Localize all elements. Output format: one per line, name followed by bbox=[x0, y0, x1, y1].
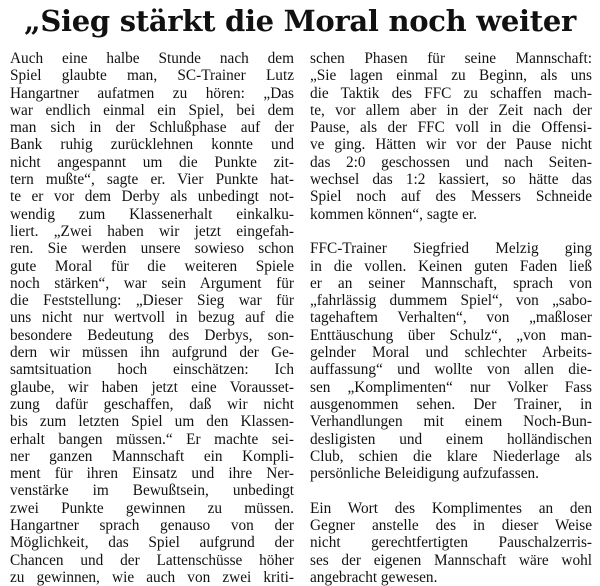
text-line: Enttäuschung über Schulz“, „von man- bbox=[310, 326, 592, 344]
text-line: wendig zum Klassenerhalt einkalku- bbox=[10, 205, 294, 223]
text-line: in die vollen. Keinen guten Faden ließ bbox=[310, 257, 592, 275]
text-line: schen Phasen für seine Mannschaft: bbox=[310, 50, 592, 67]
text-line: desligisten und einem holländischen bbox=[310, 430, 592, 448]
text-line: ment für ihren Einsatz und ihre Ner- bbox=[10, 465, 294, 483]
text-line: noch stärken“, war sein Argument für bbox=[10, 274, 294, 292]
text-line: besondere Bedeutung des Derbys, son- bbox=[10, 326, 294, 344]
text-line: kommen können“, sagte er. bbox=[310, 205, 477, 223]
article-headline: „Sieg stärkt die Moral noch weiter bbox=[24, 4, 576, 38]
text-line: Gegner anstelle des in dieser Weise bbox=[310, 517, 592, 535]
text-line: Club, schien die klare Niederlage als bbox=[310, 447, 592, 465]
text-line: Auch eine halbe Stunde nach dem bbox=[10, 50, 294, 67]
text-line: uns nicht nur wertvoll in bezug auf die bbox=[10, 309, 294, 327]
text-line: te, vor allem aber in der Zeit nach der bbox=[310, 101, 592, 119]
text-line: samtsituation hoch einschätzen: Ich bbox=[10, 361, 294, 379]
text-line: persönliche Beleidigung aufzufassen. bbox=[310, 465, 539, 483]
text-line: ausgenommen sehen. Der Trainer, in bbox=[310, 395, 592, 413]
text-line: ner ganzen Mannschaft ein Kompli- bbox=[10, 447, 294, 465]
text-line: venstärke im Bewußtsein, unbedingt bbox=[10, 482, 294, 500]
text-line: zung dafür geschaffen, daß wir nicht bbox=[10, 395, 294, 413]
text-line: tern mußte“, sagte er. Vier Punkte hat- bbox=[10, 171, 294, 189]
text-line: Verhandlungen mit einem Noch-Bun- bbox=[310, 413, 592, 431]
text-line: zwei Punkte gewinnen zu müssen. bbox=[10, 499, 294, 517]
text-line: Bank ruhig zurücklehnen konnte und bbox=[10, 136, 294, 154]
text-line: nicht gerechtfertigten Pauschalzerris- bbox=[310, 534, 592, 552]
text-line: erhalt bangen müssen.“ Er machte sei- bbox=[10, 430, 294, 448]
text-line: FFC-Trainer Siegfried Melzig ging bbox=[310, 240, 592, 258]
article-column-right bbox=[310, 50, 592, 586]
text-line: Spiel noch auf des Messers Schneide bbox=[310, 188, 592, 206]
text-line: die Taktik des FFC zu schaffen mach- bbox=[310, 84, 592, 102]
text-line: ve ging. Hätten wir vor der Pause nicht bbox=[310, 136, 592, 154]
text-line: nicht angespannt um die Punkte zit- bbox=[10, 153, 294, 171]
text-line: zu gewinnen, wie auch von zwei kriti- bbox=[10, 568, 294, 586]
text-line: ses der eigenen Mannschaft wäre wohl bbox=[310, 551, 592, 569]
text-line: gute Moral für die weiteren Spiele bbox=[10, 257, 294, 275]
text-line: man sich in der Schlußphase auf der bbox=[10, 119, 294, 137]
text-line: wechsel das 1:2 kassiert, so hätte das bbox=[310, 171, 592, 189]
text-line: Chancen und der Lattenschüsse höher bbox=[10, 551, 294, 569]
text-line: gelnder Moral und schlechter Arbeits- bbox=[310, 344, 592, 362]
text-line: Ein Wort des Komplimentes an den bbox=[310, 499, 592, 517]
text-line: „Sie lagen einmal zu Beginn, als uns bbox=[310, 67, 592, 85]
article-column-left bbox=[10, 50, 294, 586]
text-line: Hangartner sprach genauso von der bbox=[10, 517, 294, 535]
text-line: auffassung“ und wollte von allen die- bbox=[310, 361, 592, 379]
text-line: war endlich einmal ein Spiel, bei dem bbox=[10, 101, 294, 119]
text-line: tagehaftem Verhalten“, von „maßloser bbox=[310, 309, 592, 327]
text-line: ren. Sie werden unsere sowieso schon bbox=[10, 240, 294, 258]
text-line: Pause, als der FFC voll in die Offensi- bbox=[310, 119, 592, 137]
text-line: Spiel glaubte man, SC-Trainer Lutz bbox=[10, 67, 294, 85]
paragraph-gap bbox=[310, 223, 592, 240]
paragraph-gap bbox=[310, 482, 592, 499]
text-line: angebracht gewesen. bbox=[310, 568, 438, 586]
text-line: die Feststellung: „Dieser Sieg war für bbox=[10, 292, 294, 310]
text-line: bis zum letzten Spiel um den Klassen- bbox=[10, 413, 294, 431]
text-line: liert. „Zwei haben wir jetzt eingefah- bbox=[10, 222, 294, 240]
text-line: Möglichkeit, das Spiel aufgrund der bbox=[10, 534, 294, 552]
text-line: „fahrlässig dummem Spiel“, von „sabo- bbox=[310, 292, 592, 310]
text-line: er an seiner Mannschaft, sprach von bbox=[310, 274, 592, 292]
text-line: dern wir müssen ihn aufgrund der Ge- bbox=[10, 344, 294, 362]
text-line: te er vor dem Derby als unbedingt not- bbox=[10, 188, 294, 206]
text-line: sen „Komplimenten“ nur Volker Fass bbox=[310, 378, 592, 396]
text-line: das 2:0 geschossen und nach Seiten- bbox=[310, 153, 592, 171]
text-line: glaube, wir haben jetzt eine Vorausset- bbox=[10, 378, 294, 396]
text-line: Hangartner aufatmen zu hören: „Das bbox=[10, 84, 294, 102]
